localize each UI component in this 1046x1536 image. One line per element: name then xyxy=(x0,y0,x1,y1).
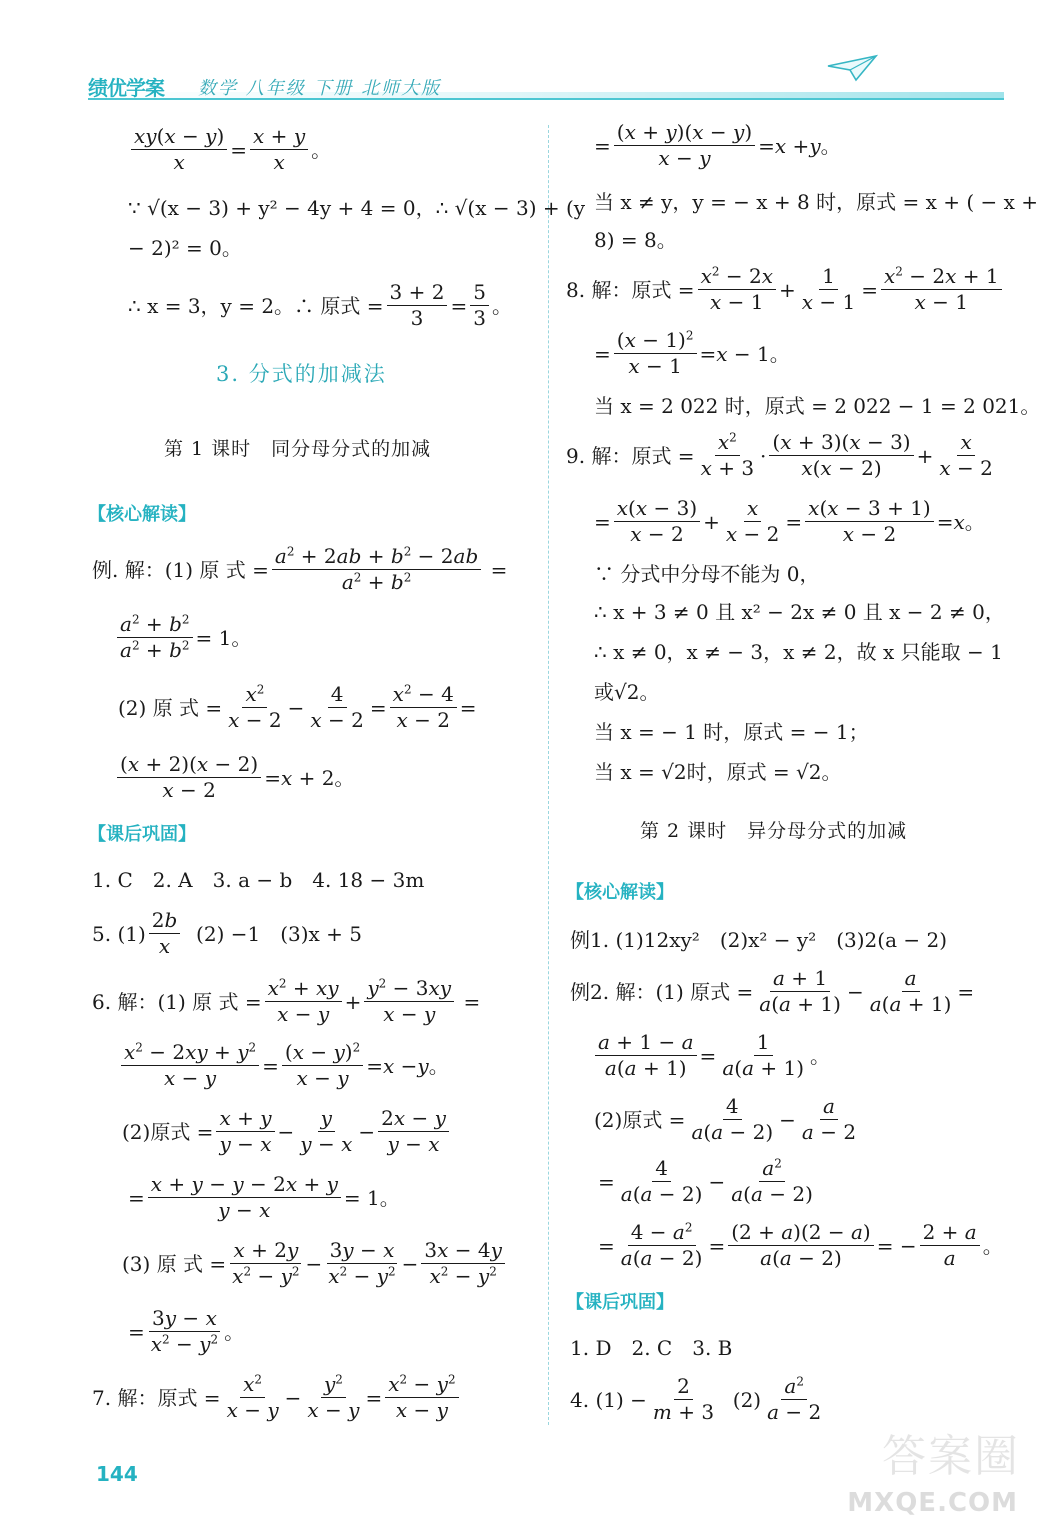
q6-part3-label: (3) 原 式 = xyxy=(122,1251,227,1276)
q9-cond-f: 当 x = √2时，原式 = √2。 xyxy=(594,760,842,784)
answer-5-label: 5. (1) xyxy=(92,921,146,946)
q6-part-2-result: = $\frac{x + y - y - 2x + y}{y - x}$ = 1。 xyxy=(128,1172,400,1222)
example-1: 例1. (1)12xy² (2)x² − y² (3)2(a − 2) xyxy=(570,928,948,952)
q6-part-2: (2)原式 = $\frac{x + y}{y - x}$ − $\frac{y}{y - x}$ − $\frac{2x - y}{y - x}$ xyxy=(122,1108,452,1155)
example-2-part-2-result: = $\frac{4 - a^2}{a(a - 2)}$ = $\frac{(2 + a)(2 - a)}{a(a - 2)}$ = − $\frac{2 + a}{a}$ 。 xyxy=(598,1220,1003,1270)
book-subtitle: 数学 八年级 下册 北师大版 xyxy=(198,78,442,99)
example-line-2: $\frac{a^2 + b^2}{a^2 + b^2}$ = 1。 xyxy=(114,614,251,661)
answer-4-label: 4. (1) − xyxy=(570,1387,647,1412)
condition-line-2: − 2)² = 0。 xyxy=(128,236,242,260)
q7-note-2: 8) = 8。 xyxy=(594,228,677,252)
q8-label: 8. 解：原式 = xyxy=(566,277,695,302)
watermark-logo: 答案圈 xyxy=(882,1431,1020,1482)
answers-1-4: 1. C 2. A 3. a − b 4. 18 − 3m xyxy=(92,868,425,892)
example-2-part2-label: (2)原式 = xyxy=(594,1107,686,1132)
q8-line-1: 8. 解：原式 = $\frac{x^2 - 2x}{x - 1}$ + $\frac{1}{x - 1}$ = $\frac{x^2 - 2x + 1}{x - 1}$ xyxy=(566,266,1005,313)
q9-cond-c: ∴ x ≠ 0，x ≠ − 3，x ≠ 2，故 x 只能取 − 1 xyxy=(594,640,1003,664)
q6-line-2: $\frac{x^2 - 2xy + y^2}{x - y}$ = $\frac{(x - y)^2}{x - y}$ = x − y 。 xyxy=(118,1042,449,1089)
brand-logo: 绩优学案 xyxy=(88,76,164,100)
example-2-part-2: (2)原式 = $\frac{4}{a(a - 2)}$ − $\frac{a}{a - 2}$ xyxy=(594,1094,857,1144)
q7-continued: = $\frac{(x + y)(x - y)}{x - y}$ = x + y 。 xyxy=(594,120,841,170)
q6-label: 6. 解：(1) 原 式 = xyxy=(92,989,262,1014)
q9-cond-a: ∵ 分式中分母不能为 0， xyxy=(594,562,820,586)
after-class-tag-2: 【课后巩固】 xyxy=(566,1292,674,1313)
eq-left-2: ∴ x = 3，y = 2。∴ 原式 = $\frac{3 + 2}{3}$ = $\frac{5}{3}$ 。 xyxy=(128,280,512,330)
example-2-part-2-step: = $\frac{4}{a(a - 2)}$ − $\frac{a^2}{a(a - 2)}$ xyxy=(598,1156,813,1206)
section-title: 3. 分式的加减法 xyxy=(216,362,387,386)
q9-cond-b: ∴ x + 3 ≠ 0 且 x² − 2x ≠ 0 且 x − 2 ≠ 0， xyxy=(594,600,1005,624)
q6-part-3-result: = $\frac{3y - x}{x^2 - y^2}$ 。 xyxy=(128,1306,245,1356)
lesson-title-2: 第 2 课时 异分母分式的加减 xyxy=(640,820,908,842)
q9-line-1: 9. 解：原式 = $\frac{x^2}{x + 3}$ · $\frac{(x + 3)(x - 3)}{x(x - 2)}$ + $\frac{x}{x - 2}$ xyxy=(566,430,993,480)
example-label: 例. 解：(1) 原 式 = xyxy=(92,557,269,582)
answer-5-rest: (2) −1 (3)x + 5 xyxy=(196,921,363,946)
example-part-2: (2) 原 式 = $\frac{x^2}{x - 2}$ − $\frac{4}{x - 2}$ = $\frac{x^2 - 4}{x - 2}$ = xyxy=(118,682,477,732)
answer-4-part2: (2) xyxy=(732,1387,762,1412)
example-2-label: 例2. 解：(1) 原式 = xyxy=(570,979,754,1004)
eq-left-2-prefix: ∴ x = 3，y = 2。∴ 原式 = xyxy=(128,293,384,318)
page-header xyxy=(88,66,1004,104)
example-part-2-result: $\frac{(x + 2)(x - 2)}{x - 2}$ = x + 2。 xyxy=(114,754,354,801)
part2-label: (2) 原 式 = xyxy=(118,695,223,720)
q9-label: 9. 解：原式 = xyxy=(566,443,695,468)
answer-5: 5. (1) $\frac{2b}{x}$ (2) −1 (3)x + 5 xyxy=(92,908,363,958)
eq-left-1: $\frac{xy(x - y)}{x}$ = $\frac{x + y}{x}$ 。 xyxy=(128,126,331,173)
condition-line-1: ∵ √(x − 3) + y² − 4y + 4 = 0，∴ √(x − 3) + (y xyxy=(128,196,586,220)
paper-plane-icon xyxy=(826,54,878,84)
q6-part2-label: (2)原式 = xyxy=(122,1119,214,1144)
watermark xyxy=(838,1431,1028,1524)
q6-part-3: (3) 原 式 = $\frac{x + 2y}{x^2 - y^2}$ − $\frac{3y - x}{x^2 - y^2}$ − $\frac{3x - 4y}{x^2 - y^2}$ xyxy=(122,1240,508,1287)
answer-4: 4. (1) − $\frac{2}{m + 3}$ (2) $\frac{a^2}{a - 2}$ xyxy=(570,1374,822,1424)
q7-line: 7. 解：原式 = $\frac{x^2}{x - y}$ − $\frac{y^2}{x - y}$ = $\frac{x^2 - y^2}{x - y}$ xyxy=(92,1374,462,1421)
core-reading-tag: 【核心解读】 xyxy=(88,504,196,525)
column-divider xyxy=(548,125,549,1425)
example-2-line-2: $\frac{a + 1 - a}{a(a + 1)}$ = $\frac{1}{a(a + 1)}$ 。 xyxy=(592,1032,830,1079)
page-number: 144 xyxy=(96,1462,138,1486)
watermark-text: MXQE.COM xyxy=(847,1488,1018,1518)
after-class-tag: 【课后巩固】 xyxy=(88,824,196,845)
q8-note: 当 x = 2 022 时，原式 = 2 022 − 1 = 2 021。 xyxy=(594,394,1041,418)
answers-right: 1. D 2. C 3. B xyxy=(570,1336,733,1360)
example-2-line-1: 例2. 解：(1) 原式 = $\frac{a + 1}{a(a + 1)}$ − $\frac{a}{a(a + 1)}$ = xyxy=(570,966,975,1016)
q7-note-1: 当 x ≠ y，y = − x + 8 时，原式 = x + ( − x + xyxy=(594,190,1039,214)
q8-line-2: = $\frac{(x - 1)^2}{x - 1}$ = x − 1。 xyxy=(594,328,790,378)
q7-label: 7. 解：原式 = xyxy=(92,1385,221,1410)
example-line-1: 例. 解：(1) 原 式 = $\frac{a^2 + 2ab + b^2 - 2ab}{a^2 + b^2}$ = xyxy=(92,544,508,594)
q9-line-2: = $\frac{x(x - 3)}{x - 2}$ + $\frac{x}{x - 2}$ = $\frac{x(x - 3 + 1)}{x - 2}$ = x 。 xyxy=(594,496,985,546)
q9-cond-d: 或√2。 xyxy=(594,680,660,704)
lesson-title-1: 第 1 课时 同分母分式的加减 xyxy=(164,438,432,460)
core-reading-tag-2: 【核心解读】 xyxy=(566,882,674,903)
q9-cond-e: 当 x = − 1 时，原式 = − 1； xyxy=(594,720,869,744)
q6-line-1: 6. 解：(1) 原 式 = $\frac{x^2 + xy}{x - y}$ + $\frac{y^2 - 3xy}{x - y}$ = xyxy=(92,976,481,1026)
